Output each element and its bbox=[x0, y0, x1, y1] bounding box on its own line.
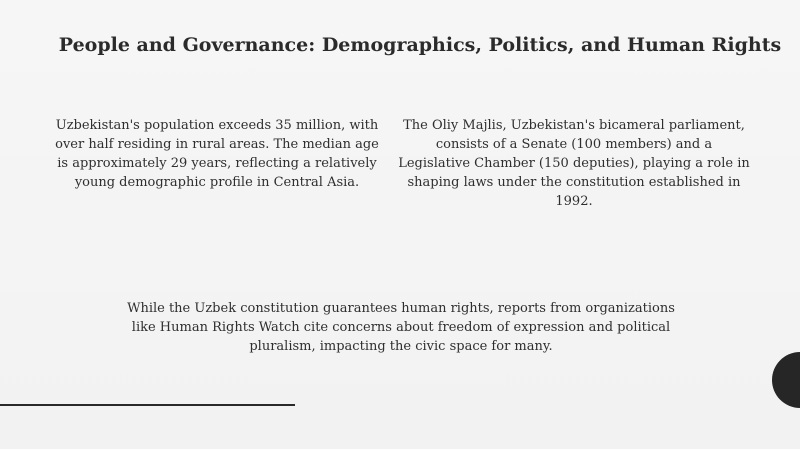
parliament-paragraph: The Oliy Majlis, Uzbekistan's bicameral parliament, consists of a Senate (100 members) and a Legislative Chamber (150 deputies), playing a role in shaping laws under the constitution established in 1992. bbox=[398, 118, 750, 209]
human-rights-paragraph: While the Uzbek constitution guarantees human rights, reports from organizations like Human Rights Watch cite concerns about freedom of expression and political pluralism, impacting the civic space for many. bbox=[127, 301, 675, 354]
slide-title: People and Governance: Demographics, Politics, and Human Rights bbox=[58, 34, 782, 56]
demographics-paragraph: Uzbekistan's population exceeds 35 million, with over half residing in rural areas. The median age is approximately 29 years, reflecting a relatively young demographic profile in Central Asia. bbox=[55, 118, 379, 190]
decorative-divider-line bbox=[0, 404, 295, 406]
decorative-circle bbox=[772, 352, 800, 408]
